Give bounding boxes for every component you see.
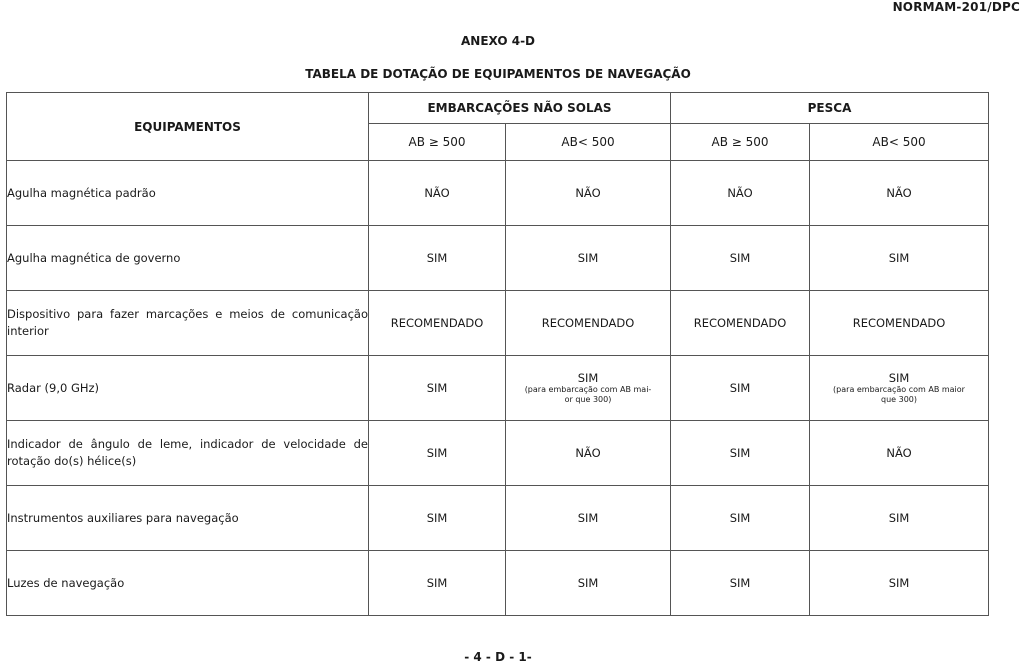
value-text: SIM (729, 511, 751, 525)
value-cell (506, 356, 671, 421)
value-text: SIM (426, 576, 448, 590)
subheader-nao-solas-ab-lt-500: AB< 500 (506, 124, 671, 161)
value-text: SIM (426, 251, 448, 265)
value-text: SIM (426, 381, 448, 395)
document-code: NORMAM-201/DPC (892, 0, 1020, 14)
value-cell (369, 161, 506, 226)
value-cell (369, 421, 506, 486)
value-text: RECOMENDADO (852, 316, 946, 330)
value-cell (810, 486, 989, 551)
value-text: NÃO (575, 446, 601, 460)
value-cell (671, 421, 810, 486)
value-text: SIM (426, 446, 448, 460)
equipment-name: Agulha magnética padrão (7, 161, 369, 226)
value-cell (671, 161, 810, 226)
group-header-nao-solas: EMBARCAÇÕES NÃO SOLAS (369, 93, 671, 124)
value-cell (810, 226, 989, 291)
equipment-name: Radar (9,0 GHz) (7, 356, 369, 421)
value-text: NÃO (886, 446, 912, 460)
value-text: NÃO (727, 186, 753, 200)
table-row (7, 161, 989, 226)
equipment-name: Agulha magnética de governo (7, 226, 369, 291)
value-cell (810, 421, 989, 486)
value-text: SIM (888, 511, 910, 525)
value-cell (671, 291, 810, 356)
value-text: SIM (577, 511, 599, 525)
annex-title: ANEXO 4-D (460, 34, 536, 48)
value-cell (369, 291, 506, 356)
value-note: (para embarcação com AB mai- or que 300) (524, 385, 652, 404)
value-cell (671, 551, 810, 616)
equipment-name: Dispositivo para fazer marcações e meios de comunicação interior (7, 291, 369, 356)
value-cell (369, 486, 506, 551)
table-title: TABELA DE DOTAÇÃO DE EQUIPAMENTOS DE NAVEGAÇÃO (305, 67, 691, 81)
value-text: NÃO (575, 186, 601, 200)
value-text: SIM (888, 371, 910, 385)
value-cell (369, 356, 506, 421)
table-body (7, 161, 989, 616)
equipment-name: Luzes de navegação (7, 551, 369, 616)
value-text: RECOMENDADO (390, 316, 484, 330)
value-cell (810, 291, 989, 356)
value-note: (para embarcação com AB maior que 300) (833, 385, 965, 404)
value-text: NÃO (886, 186, 912, 200)
value-text: SIM (577, 251, 599, 265)
table-row (7, 551, 989, 616)
equipment-name: Indicador de ângulo de leme, indicador de velocidade de rotação do(s) hélice(s) (7, 421, 369, 486)
equipment-column-header: EQUIPAMENTOS (7, 93, 369, 161)
value-cell (506, 421, 671, 486)
table-row (7, 486, 989, 551)
value-text: SIM (426, 511, 448, 525)
value-text: SIM (888, 251, 910, 265)
value-cell (369, 551, 506, 616)
page-number: - 4 - D - 1- (464, 650, 532, 664)
value-cell (506, 551, 671, 616)
value-cell (671, 226, 810, 291)
value-text: SIM (577, 576, 599, 590)
value-cell (810, 161, 989, 226)
equipment-name: Instrumentos auxiliares para navegação (7, 486, 369, 551)
value-text: SIM (577, 371, 599, 385)
value-text: RECOMENDADO (541, 316, 635, 330)
value-cell (506, 226, 671, 291)
subheader-pesca-ab-lt-500: AB< 500 (810, 124, 989, 161)
value-cell (506, 161, 671, 226)
value-text: SIM (888, 576, 910, 590)
subheader-pesca-ab-ge-500: AB ≥ 500 (671, 124, 810, 161)
value-cell (506, 486, 671, 551)
value-text: SIM (729, 251, 751, 265)
table-row (7, 226, 989, 291)
group-header-pesca: PESCA (671, 93, 989, 124)
value-text: SIM (729, 381, 751, 395)
value-text: SIM (729, 576, 751, 590)
value-cell (810, 551, 989, 616)
value-text: NÃO (424, 186, 450, 200)
table-row (7, 356, 989, 421)
equipment-table (6, 92, 989, 616)
value-cell (671, 486, 810, 551)
value-cell (810, 356, 989, 421)
table-row (7, 421, 989, 486)
value-cell (671, 356, 810, 421)
value-cell (369, 226, 506, 291)
value-text: RECOMENDADO (693, 316, 787, 330)
table-row (7, 291, 989, 356)
value-text: SIM (729, 446, 751, 460)
value-cell (506, 291, 671, 356)
subheader-nao-solas-ab-ge-500: AB ≥ 500 (369, 124, 506, 161)
